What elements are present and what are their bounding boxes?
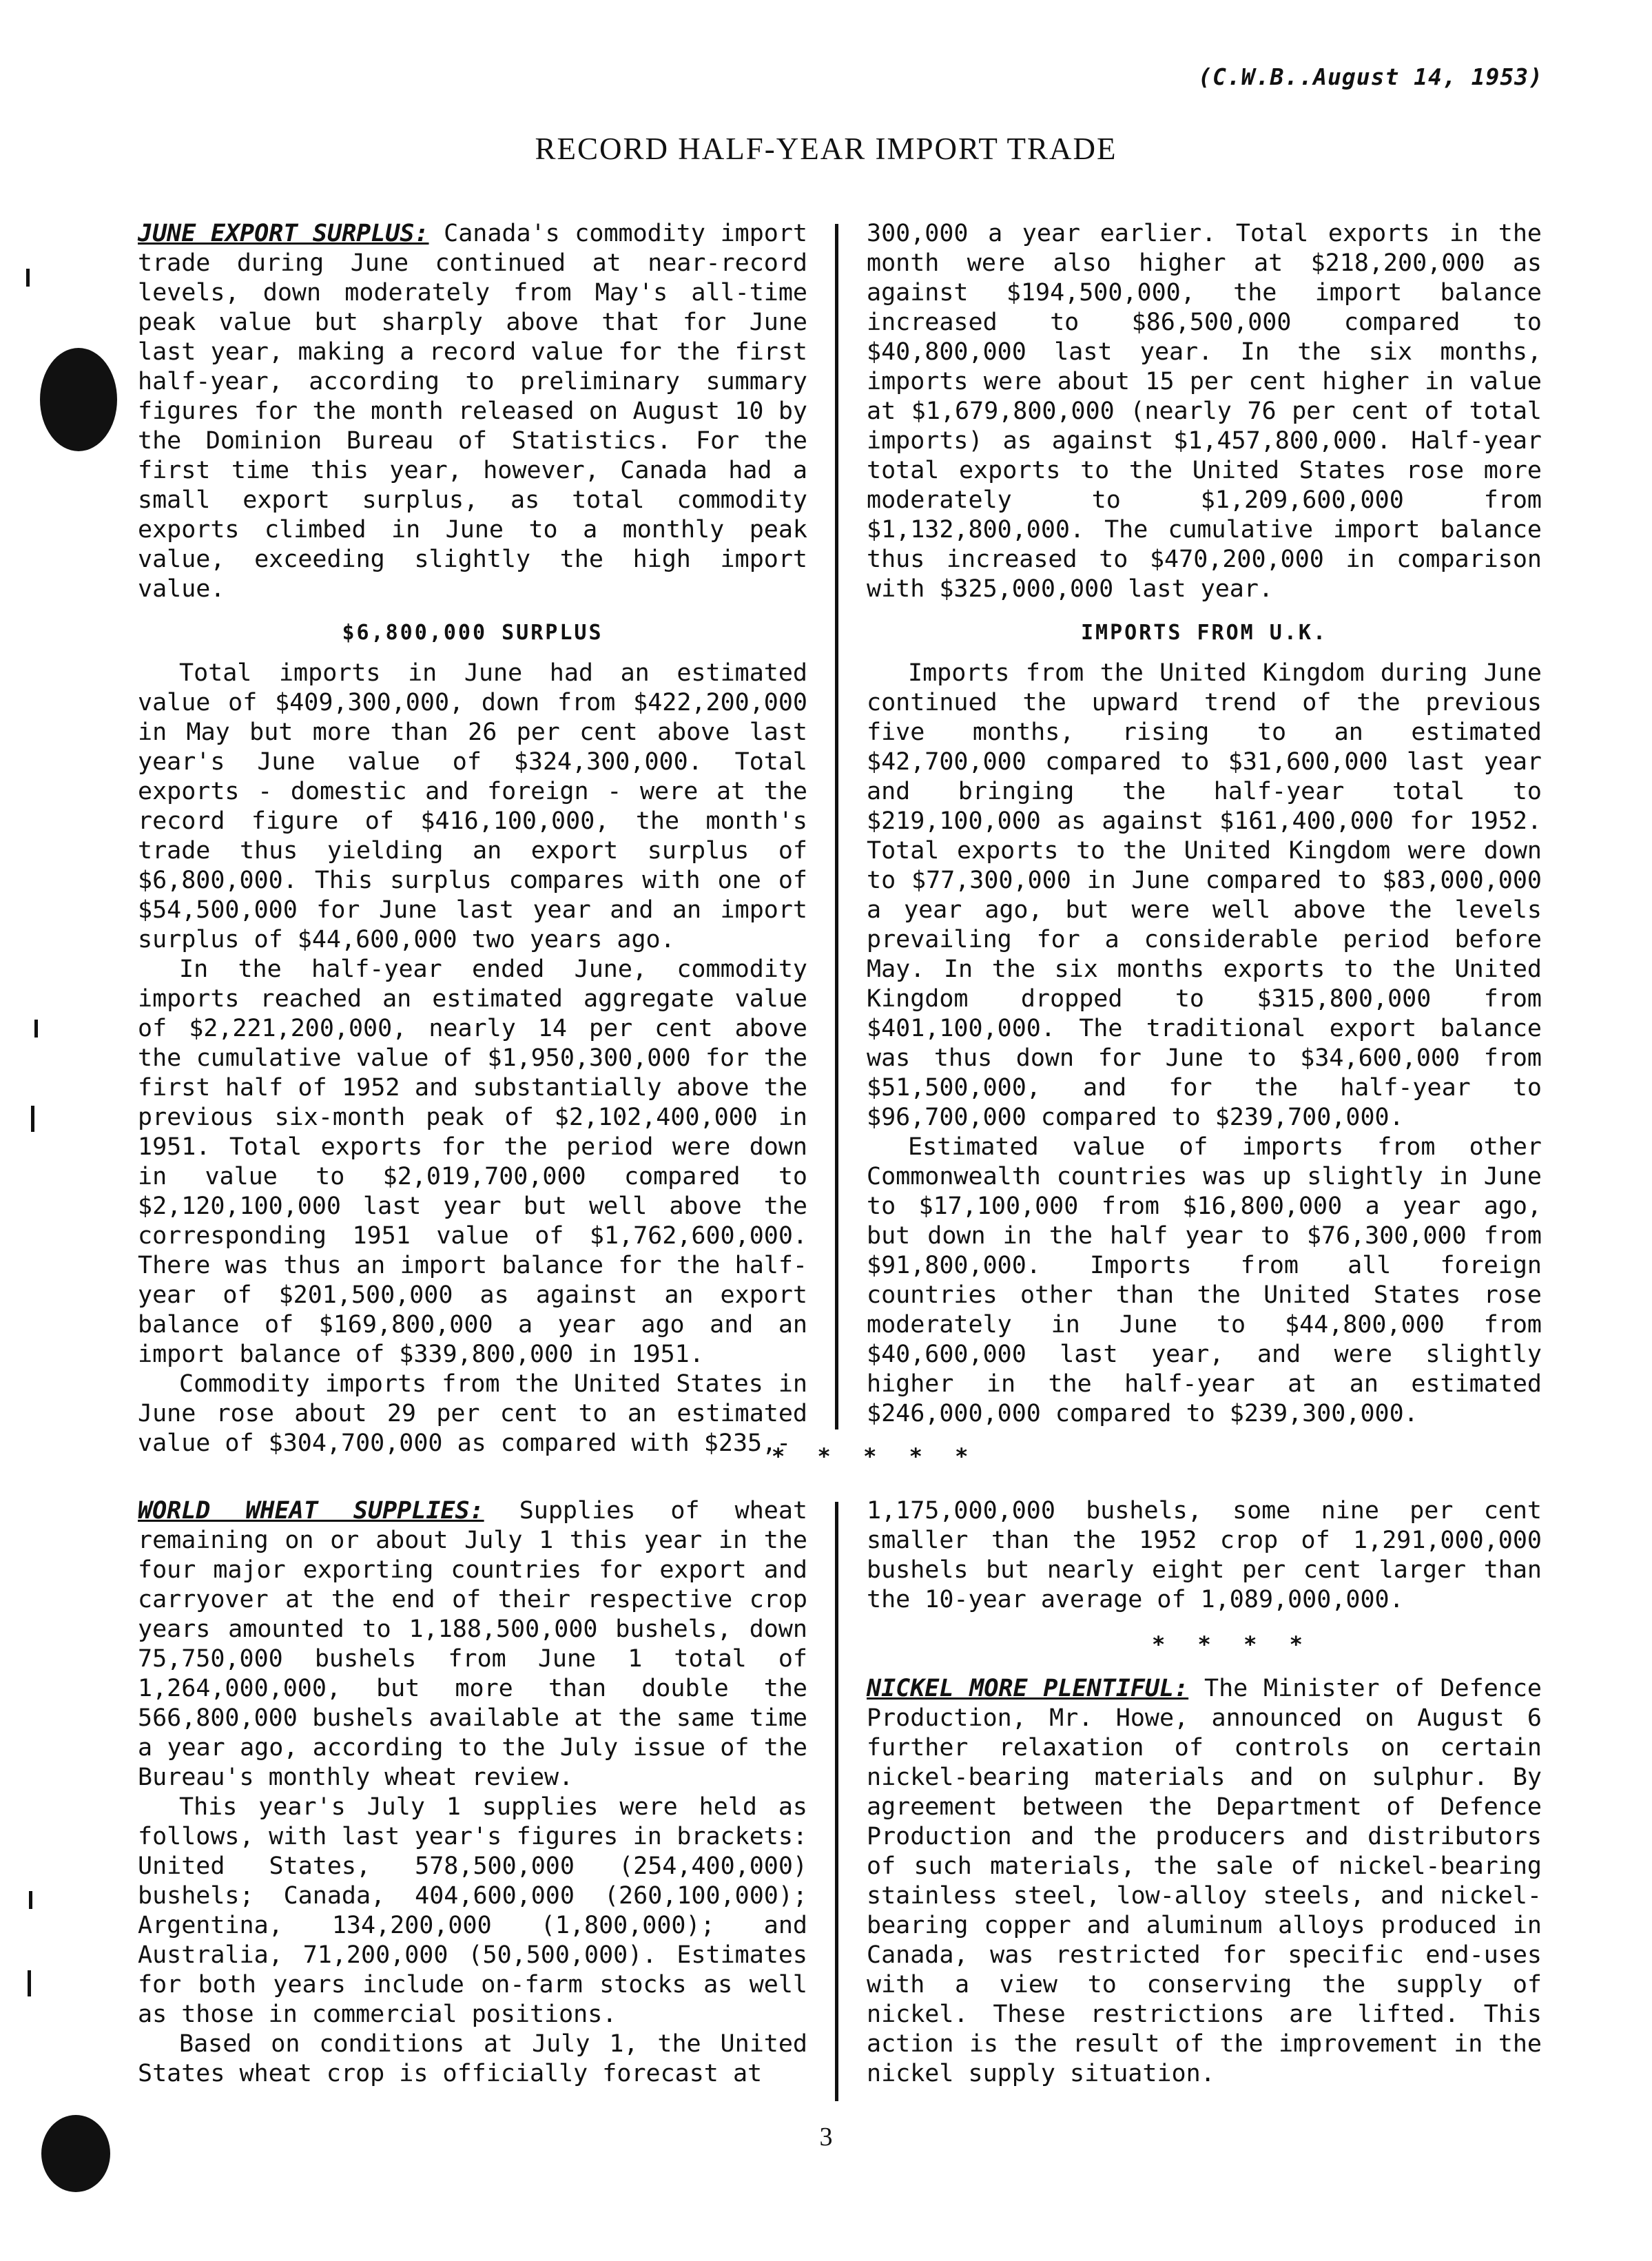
june-export-paragraph-3: In the half-year ended June, commodity imports reached an estimated aggregate value of $2,221,200,000, nearly 14 per cent above the cumulative value of $1,950,300,000 for the first half of 1952 and substantially above the previous six-month peak of $2,102,400,000 in 1951. Total exports for the period were down in value to $2,019,700,000 compared to $2,120,100,000 last year but well above the corresponding 1951 value of $1,762,600,000. There was thus an import balance for the half-year of $201,500,000 as against an export balance of $169,800,000 a year ago and an import balance of $339,800,000 in 1951.	[138, 956, 807, 1368]
us-trade-paragraph: 300,000 a year earlier. Total exports in the month were also higher at $218,200,000 as against $194,500,000, the import balance increased to $86,500,000 compared to $40,800,000 last year. In the six months, imports were about 15 per cent higher in value at $1,679,800,000 (nearly 76 per cent of total imports) as against $1,457,800,000. Half-year total exports to the United States rose more moderately to $1,209,600,000 from $1,132,800,000. The cumulative import balance thus increased to $470,200,000 in comparison with $325,000,000 last year.	[867, 220, 1542, 603]
uk-imports-subheading: IMPORTS FROM U.K.	[1080, 621, 1328, 645]
june-export-lead: JUNE EXPORT SURPLUS:	[138, 220, 429, 247]
june-export-paragraph-1: JUNE EXPORT SURPLUS: Canada's commodity import trade during June continued at near-record levels, down moderately from May's all-time peak value but sharply above that for June last year, making a record value for the first half-year, according to preliminary summary figures for the month released on August 10 by the Dominion Bureau of Statistics. For the first time this year, however, Canada had a small export surplus, as total commodity exports climbed in June to a monthly peak value, exceeding slightly the high import value.	[138, 220, 807, 603]
binder-hole-mark-bottom	[41, 2115, 110, 2192]
june-export-left-column	[138, 219, 807, 1458]
wheat-paragraph-1: WORLD WHEAT SUPPLIES: Supplies of wheat remaining on or about July 1 this year in the four major exporting countries for export and carryover at the end of their respective crop years amounted to 1,188,500,000 bushels, down 75,750,000 bushels from June 1 total of 1,264,000,000, but more than double the 566,800,000 bushels available at the same time a year ago, according to the July issue of the Bureau's monthly wheat review.	[138, 1497, 807, 1791]
june-export-paragraph-4: Commodity imports from the United States in June rose about 29 per cent to an estimated value of $304,700,000 as compared with $235,-	[138, 1370, 807, 1457]
margin-mark	[29, 1891, 32, 1909]
nickel-lead: NICKEL MORE PLENTIFUL:	[867, 1675, 1189, 1702]
margin-mark	[34, 1020, 38, 1037]
wheat-continued-paragraph: 1,175,000,000 bushels, some nine per cent smaller than the 1952 crop of 1,291,000,000 bushels but nearly eight per cent larger than the 10-year average of 1,089,000,000.	[867, 1497, 1542, 1613]
june-export-right-column	[867, 219, 1542, 1429]
column-divider-bottom	[835, 1502, 838, 2101]
wheat-lead: WORLD WHEAT SUPPLIES:	[138, 1497, 484, 1525]
column-divider-top	[835, 224, 838, 1429]
wheat-paragraph-2: This year's July 1 supplies were held as follows, with last year's figures in brackets: United States, 578,500,000 (254,400,000) bushels; Canada, 404,600,000 (260,100,000); Argentina, 134,200,000 (1,800,000); and Australia, 71,200,000 (50,500,000). Estimates for both years include on-farm stocks as well as those in commercial positions.	[138, 1793, 807, 2028]
wheat-right-column	[867, 1496, 1542, 1615]
june-export-paragraph-2: Total imports in June had an estimated value of $409,300,000, down from $422,200,000 in May but more than 26 per cent above last year's June value of $324,300,000. Total exports - domestic and foreign - were at the record figure of $416,100,000, the month's trade thus yielding an export surplus of $6,800,000. This surplus compares with one of $54,500,000 for June last year and an import surplus of $44,600,000 two years ago.	[138, 659, 807, 953]
margin-mark	[28, 1970, 31, 1996]
page-title: RECORD HALF-YEAR IMPORT TRADE	[535, 132, 1117, 166]
page-number: 3	[819, 2123, 833, 2151]
uk-imports-paragraph: Imports from the United Kingdom during June continued the upward trend of the previous five months, rising to an estimated $42,700,000 compared to $31,600,000 last year and bringing the half-year total to $219,100,000 as against $161,400,000 for 1952. Total exports to the United Kingdom were down to $77,300,000 in June compared to $83,000,000 a year ago, but were well above the levels prevailing for a considerable period before May. In the six months exports to the United Kingdom dropped to $315,800,000 from $401,100,000. The traditional export balance was thus down for June to $34,600,000 from $51,500,000, and for the half-year to $96,700,000 compared to $239,700,000.	[867, 659, 1542, 1131]
section-separator: * * * * *	[772, 1443, 978, 1469]
margin-mark	[31, 1106, 34, 1132]
wheat-left-column	[138, 1496, 807, 2089]
binder-hole-mark-top	[40, 348, 117, 451]
wheat-paragraph-3: Based on conditions at July 1, the United States wheat crop is officially forecast at	[138, 2030, 807, 2087]
nickel-paragraph: NICKEL MORE PLENTIFUL: The Minister of Defence Production, Mr. Howe, announced on August 6 further relaxation of controls on certain nickel-bearing materials and on sulphur. By agreement between the Department of Defence Production and the producers and distributors of such materials, the sale of nickel-bearing stainless steel, low-alloy steels, and nickel-bearing copper and aluminum alloys produced in Canada, was restricted for specific end-uses with a view to conserving the supply of nickel. These restrictions are lifted. This action is the result of the improvement in the nickel supply situation.	[867, 1675, 1542, 2087]
commonwealth-imports-paragraph: Estimated value of imports from other Commonwealth countries was up slightly in June to $17,100,000 from $16,800,000 a year ago, but down in the half year to $76,300,000 from $91,800,000. Imports from all foreign countries other than the United States rose moderately in June to $44,800,000 from $40,600,000 last year, and were slightly higher in the half-year at an estimated $246,000,000 compared to $239,300,000.	[867, 1133, 1542, 1427]
margin-mark	[26, 269, 30, 287]
nickel-column	[867, 1674, 1542, 2089]
surplus-subheading: $6,800,000 SURPLUS	[342, 621, 603, 645]
bulletin-reference: (C.W.B..August 14, 1953)	[1198, 63, 1543, 90]
wheat-separator: * * * *	[1152, 1631, 1312, 1658]
